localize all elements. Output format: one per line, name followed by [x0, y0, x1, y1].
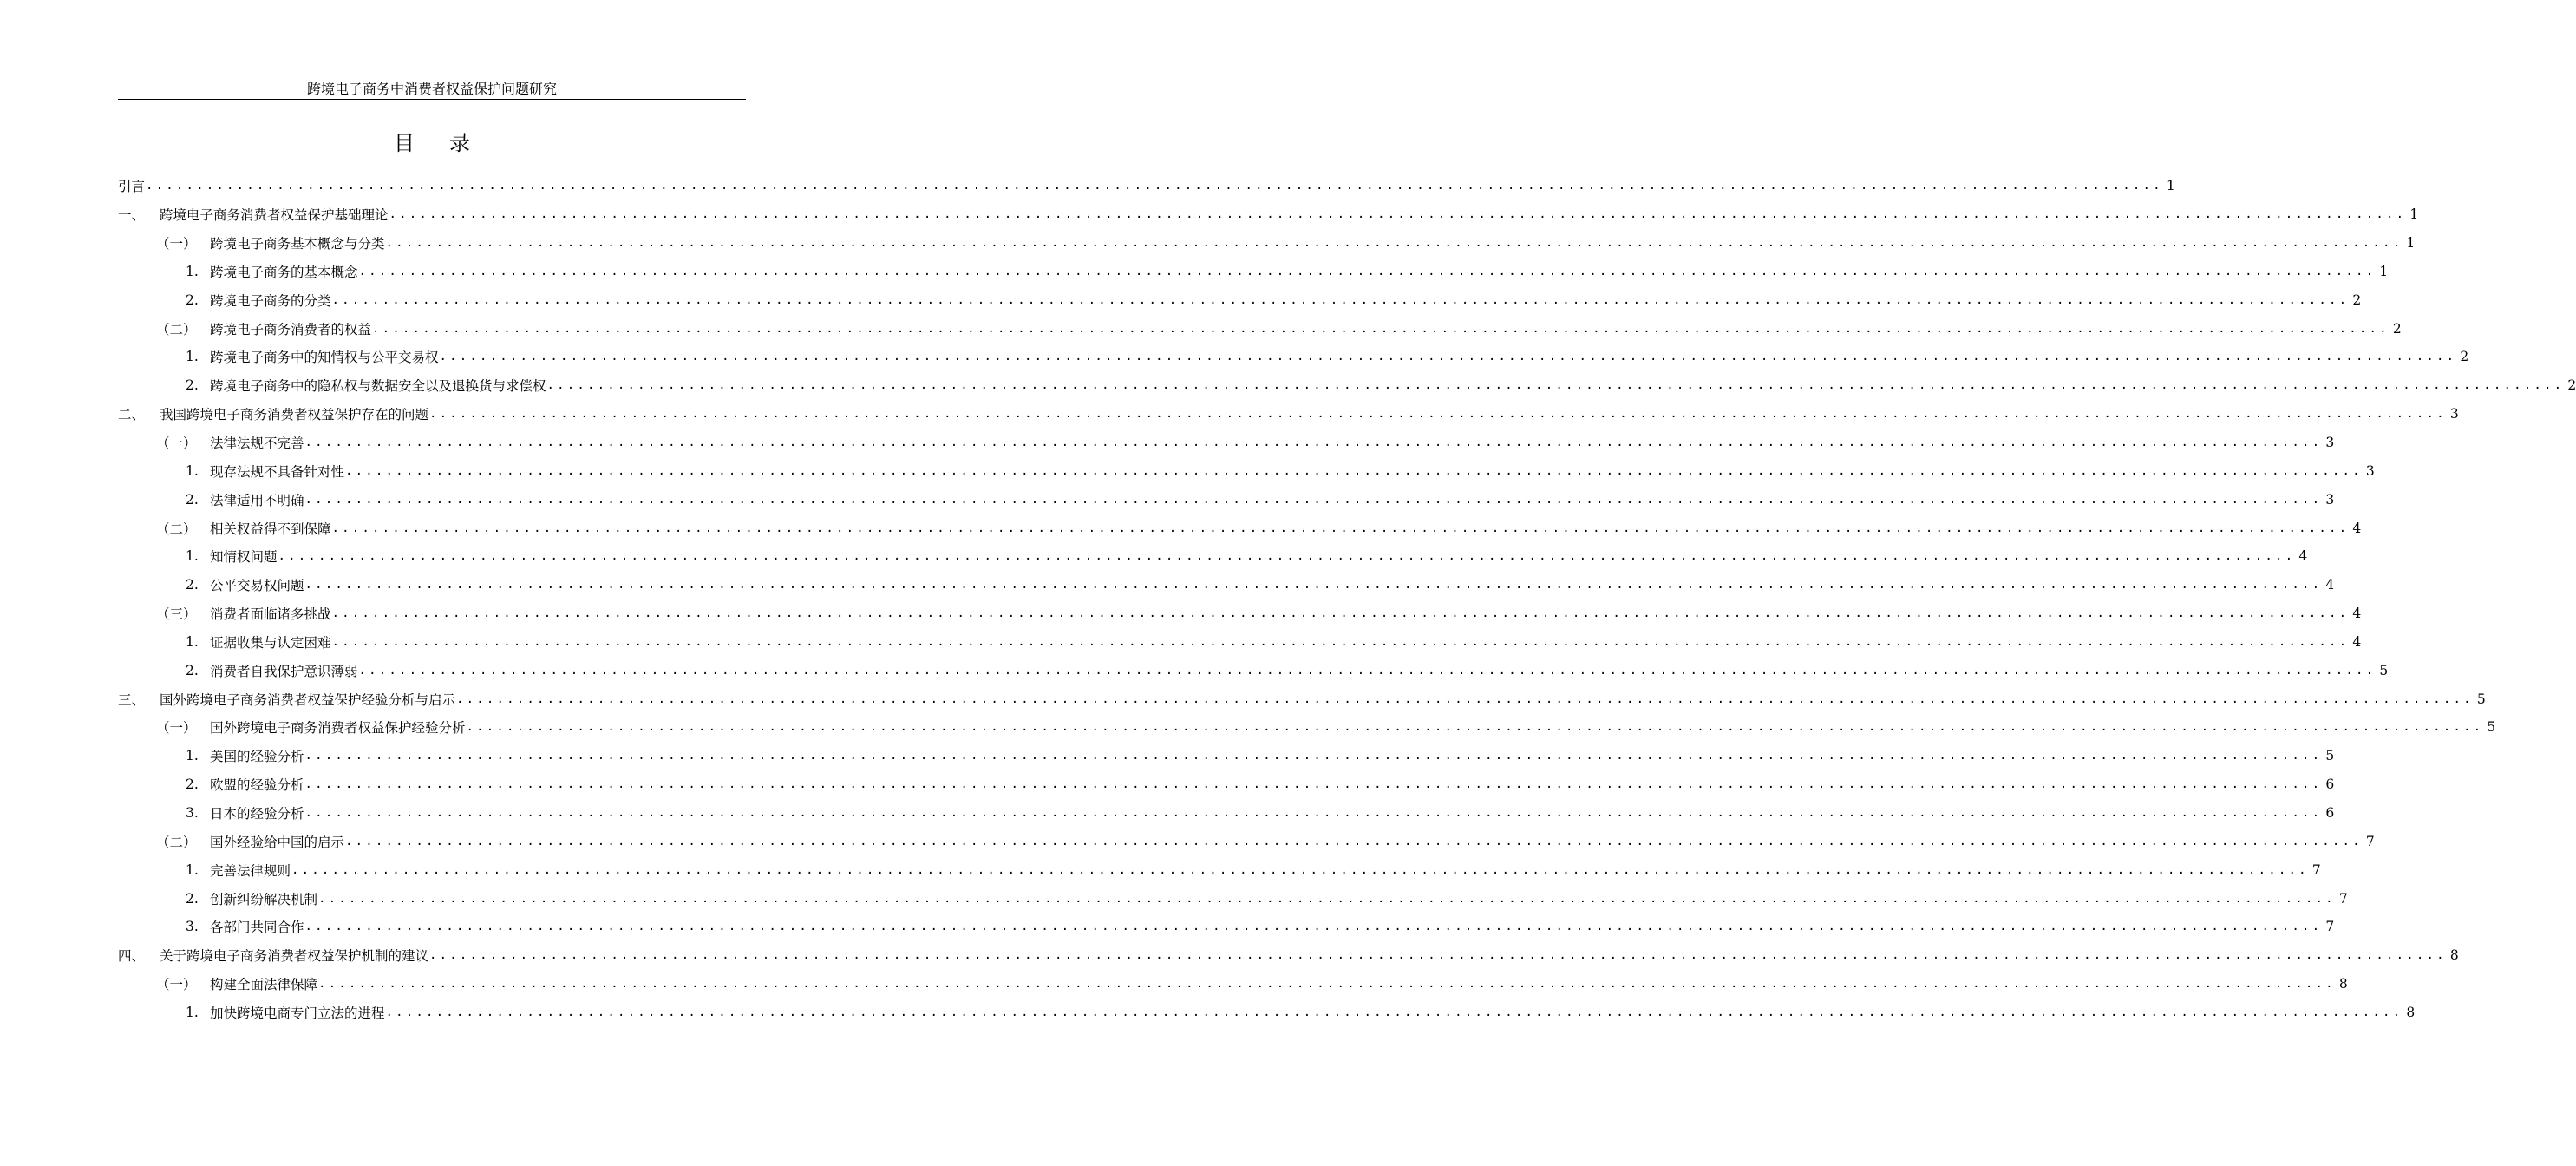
- toc-entry-number: 2.: [186, 662, 199, 678]
- toc-entry-number: （三）: [156, 606, 197, 623]
- toc-entry-number: 1.: [186, 633, 199, 650]
- toc-dot-leader: ........................................................................................................................................................................................................: [466, 720, 2484, 735]
- toc-dot-leader: ........................................................................................................................................................................................................: [304, 436, 2323, 450]
- toc-page-number: 8: [2338, 976, 2348, 992]
- toc-entry-number: 2.: [186, 776, 199, 793]
- toc-dot-leader: ........................................................................................................................................................................................................: [372, 321, 2390, 336]
- toc-dot-leader: ........................................................................................................................................................................................................: [331, 292, 2350, 307]
- toc-page-number: 8: [2406, 1004, 2416, 1020]
- toc-entry-number: 2.: [186, 377, 199, 394]
- toc-entry-title: 各部门共同合作: [210, 920, 304, 936]
- toc-dot-leader: ........................................................................................................................................................................................................: [385, 236, 2403, 251]
- toc-dot-leader: ........................................................................................................................................................................................................: [318, 977, 2336, 992]
- toc-entry-number: 3.: [186, 804, 199, 821]
- toc-entry-title: 国外经验给中国的启示: [210, 834, 345, 850]
- toc-entry[interactable]: [118, 258, 2389, 286]
- toc-page-number: 2: [2352, 292, 2362, 308]
- toc-entry-number: 1.: [186, 349, 199, 365]
- toc-dot-leader: ........................................................................................................................................................................................................: [345, 463, 2363, 478]
- toc-entry[interactable]: [118, 770, 2335, 799]
- toc-page-number: 5: [2476, 691, 2486, 707]
- toc-page-number: 7: [2325, 919, 2335, 935]
- toc-dot-leader: ........................................................................................................................................................................................................: [358, 264, 2377, 278]
- toc-entry[interactable]: [118, 941, 2459, 970]
- toc-dot-leader: ........................................................................................................................................................................................................: [331, 606, 2350, 621]
- toc-entry-number: 2.: [186, 577, 199, 593]
- toc-entry[interactable]: [118, 456, 2375, 485]
- toc-entry[interactable]: [118, 656, 2389, 685]
- toc-dot-leader: ........................................................................................................................................................................................................: [304, 749, 2323, 763]
- toc-page-number: 3: [2325, 435, 2335, 451]
- toc-entry-title: 欧盟的经验分析: [210, 777, 304, 794]
- toc-dot-leader: ........................................................................................................................................................................................................: [304, 920, 2323, 934]
- running-header: 跨境电子商务中消费者权益保护问题研究: [306, 81, 557, 97]
- toc-entry[interactable]: [118, 429, 2335, 457]
- toc-page-number: 5: [2325, 748, 2335, 764]
- toc-dot-leader: ........................................................................................................................................................................................................: [429, 948, 2447, 963]
- toc-dot-leader: ........................................................................................................................................................................................................: [318, 891, 2336, 906]
- toc-dot-leader: ........................................................................................................................................................................................................: [291, 862, 2309, 877]
- toc-entry-number: 2.: [186, 890, 199, 907]
- toc-entry-title: 构建全面法律保障: [210, 977, 318, 993]
- toc-page-number: 4: [2325, 577, 2335, 593]
- toc-entry-number: 三、: [118, 691, 146, 708]
- toc-entry-number: 1.: [186, 748, 199, 764]
- toc-dot-leader: ........................................................................................................................................................................................................: [456, 691, 2474, 706]
- toc-dot-leader: ........................................................................................................................................................................................................: [546, 378, 2565, 393]
- toc-entry[interactable]: [118, 285, 2362, 314]
- toc-entry[interactable]: [118, 542, 2308, 571]
- toc-page-number: 4: [2352, 606, 2362, 622]
- toc-dot-leader: ........................................................................................................................................................................................................: [146, 179, 2163, 193]
- toc-entry[interactable]: [118, 827, 2375, 855]
- toc-entry-number: （一）: [156, 436, 197, 452]
- toc-dot-leader: ........................................................................................................................................................................................................: [304, 492, 2323, 507]
- toc-entry-title: 创新纠纷解决机制: [210, 891, 318, 907]
- toc-entry[interactable]: [118, 799, 2335, 828]
- toc-entry-number: （二）: [156, 521, 197, 537]
- toc-entry-number: 一、: [118, 207, 146, 224]
- toc-entry[interactable]: [118, 913, 2335, 941]
- toc-page-number: 2: [2567, 377, 2576, 394]
- toc-entry-number: 2.: [186, 491, 199, 508]
- toc-entry-number: 1.: [186, 1004, 199, 1020]
- toc-page-number: 3: [2449, 406, 2459, 423]
- toc-entry-number: 1.: [186, 263, 199, 279]
- toc-page-number: 1: [2379, 263, 2389, 279]
- toc-entry[interactable]: [118, 855, 2321, 884]
- toc-entry[interactable]: [118, 998, 2416, 1026]
- toc-dot-leader: ........................................................................................................................................................................................................: [304, 578, 2323, 593]
- toc-page-number: 7: [2311, 861, 2321, 878]
- toc-page-number: 6: [2325, 804, 2335, 821]
- toc-entry-title: 知情权问题: [210, 549, 278, 566]
- toc-page-number: 1: [2406, 235, 2416, 252]
- toc-entry-title: 跨境电子商务的基本概念: [210, 264, 358, 280]
- toc-entry-title: 我国跨境电子商务消费者权益保护存在的问题: [160, 407, 429, 423]
- toc-entry[interactable]: [118, 742, 2335, 770]
- toc-page-number: 8: [2449, 947, 2459, 964]
- toc-entry[interactable]: [118, 970, 2348, 999]
- toc-entry-number: （二）: [156, 834, 197, 850]
- toc-page-number: 1: [2409, 206, 2419, 223]
- toc-page-number: 6: [2325, 776, 2335, 793]
- toc-entry-title: 跨境电子商务消费者的权益: [210, 321, 372, 337]
- toc-entry-title: 跨境电子商务中的隐私权与数据安全以及退换货与求偿权: [210, 378, 546, 395]
- toc-entry-title: 消费者自我保护意识薄弱: [210, 663, 358, 679]
- toc-entry-number: （一）: [156, 720, 197, 737]
- toc-entry-title: 美国的经验分析: [210, 749, 304, 765]
- toc-entry[interactable]: [118, 713, 2496, 742]
- toc-entry-number: （一）: [156, 977, 197, 993]
- toc-entry-number: 1.: [186, 861, 199, 878]
- toc-entry-title: 法律法规不完善: [210, 436, 304, 452]
- toc-entry-number: 二、: [118, 407, 146, 423]
- toc-entry-title: 跨境电子商务基本概念与分类: [210, 236, 385, 252]
- toc-entry-number: 3.: [186, 919, 199, 935]
- toc-entry-title: 完善法律规则: [210, 862, 291, 879]
- toc-entry-title: 现存法规不具备针对性: [210, 463, 345, 480]
- toc-entry[interactable]: [118, 485, 2335, 514]
- toc-dot-leader: ........................................................................................................................................................................................................: [385, 1005, 2403, 1019]
- toc-page-number: 3: [2325, 491, 2335, 508]
- toc-entry[interactable]: [118, 172, 2175, 200]
- toc-page-number: 7: [2338, 890, 2348, 907]
- toc-entry-number: （二）: [156, 321, 197, 337]
- toc-page-number: 4: [2298, 548, 2308, 565]
- toc-page-number: 7: [2365, 833, 2375, 849]
- toc-entry[interactable]: [118, 884, 2348, 913]
- toc-page-number: 2: [2392, 320, 2402, 337]
- toc-entry[interactable]: [118, 343, 2469, 371]
- toc-entry[interactable]: [118, 371, 2576, 400]
- toc-entry-number: 1.: [186, 548, 199, 565]
- toc-page-number: 4: [2352, 633, 2362, 650]
- toc-entry[interactable]: [118, 685, 2486, 713]
- header-rule: [118, 99, 746, 100]
- toc-entry[interactable]: [118, 514, 2362, 542]
- toc-dot-leader: ........................................................................................................................................................................................................: [331, 634, 2350, 649]
- toc-dot-leader: ........................................................................................................................................................................................................: [389, 207, 2407, 222]
- toc-entry-title: 国外跨境电子商务消费者权益保护经验分析与启示: [160, 691, 456, 708]
- toc-entry[interactable]: [118, 628, 2362, 657]
- toc-entry-title: 跨境电子商务消费者权益保护基础理论: [160, 207, 389, 224]
- toc-page-number: 2: [2460, 349, 2469, 365]
- toc-entry[interactable]: [118, 571, 2335, 599]
- toc-dot-leader: ........................................................................................................................................................................................................: [304, 777, 2323, 792]
- toc-entry-title: 日本的经验分析: [210, 805, 304, 822]
- toc-entry-number: 四、: [118, 948, 146, 965]
- toc-page-number: 5: [2487, 719, 2496, 736]
- toc-dot-leader: ........................................................................................................................................................................................................: [439, 350, 2457, 364]
- toc-dot-leader: ........................................................................................................................................................................................................: [358, 663, 2377, 678]
- toc-entry-number: 2.: [186, 292, 199, 308]
- toc-title: 目录: [394, 131, 505, 155]
- toc-entry[interactable]: [118, 599, 2362, 628]
- toc-entry-title: 关于跨境电子商务消费者权益保护机制的建议: [160, 948, 429, 965]
- toc-entry-title: 法律适用不明确: [210, 492, 304, 508]
- toc-page-number: 5: [2379, 662, 2389, 678]
- toc-dot-leader: ........................................................................................................................................................................................................: [331, 521, 2350, 535]
- toc-entry-title: 相关权益得不到保障: [210, 521, 331, 537]
- toc-entry-title: 引言: [118, 179, 146, 195]
- toc-entry-title: 跨境电子商务中的知情权与公平交易权: [210, 350, 439, 366]
- toc-entry-title: 跨境电子商务的分类: [210, 292, 331, 309]
- toc-entry-title: 公平交易权问题: [210, 578, 304, 594]
- toc-entry-title: 加快跨境电商专门立法的进程: [210, 1005, 385, 1021]
- toc-entry-title: 消费者面临诸多挑战: [210, 606, 331, 623]
- toc-entry-title: 证据收集与认定困难: [210, 634, 331, 651]
- toc-entry-number: （一）: [156, 236, 197, 252]
- toc-page-number: 3: [2365, 462, 2375, 479]
- toc-entry[interactable]: [118, 200, 2419, 229]
- toc-entry-number: 1.: [186, 462, 199, 479]
- toc-dot-leader: ........................................................................................................................................................................................................: [278, 549, 2296, 564]
- toc-entry[interactable]: [118, 400, 2459, 429]
- toc-page-number: 1: [2166, 178, 2175, 194]
- toc-dot-leader: ........................................................................................................................................................................................................: [345, 834, 2363, 848]
- toc-entry[interactable]: [118, 314, 2402, 343]
- toc-entry-title: 国外跨境电子商务消费者权益保护经验分析: [210, 720, 466, 737]
- toc-dot-leader: ........................................................................................................................................................................................................: [304, 805, 2323, 820]
- table-of-contents: [118, 172, 2576, 1026]
- toc-dot-leader: ........................................................................................................................................................................................................: [429, 407, 2447, 422]
- toc-entry[interactable]: [118, 229, 2416, 258]
- toc-page-number: 4: [2352, 520, 2362, 536]
